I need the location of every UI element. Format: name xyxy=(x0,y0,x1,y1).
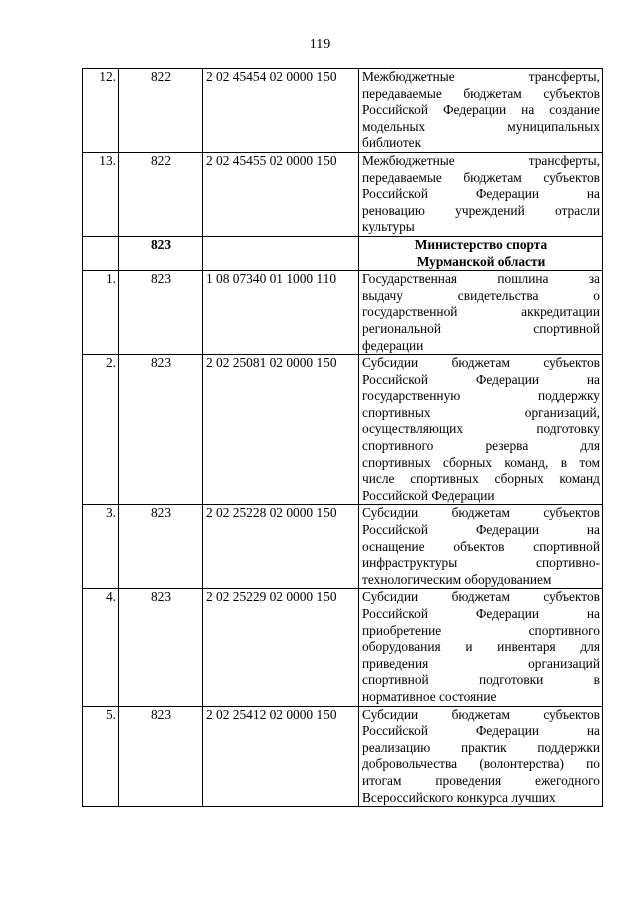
row-number-cell xyxy=(83,236,119,270)
admin-code-cell: 823 xyxy=(119,706,203,807)
description-line: выдачу свидетельства о xyxy=(362,287,600,303)
description-line: инфраструктуры спортивно- xyxy=(362,555,600,571)
description-line: государственной аккредитации xyxy=(362,304,600,320)
description-line: Субсидии бюджетам субъектов xyxy=(362,706,600,722)
description-line: Субсидии бюджетам субъектов xyxy=(362,505,600,521)
description-line: государственную поддержку xyxy=(362,388,600,404)
description-line: оснащение объектов спортивной xyxy=(362,538,600,554)
description-cell xyxy=(359,505,603,589)
description-line: Российской Федерации на xyxy=(362,186,600,202)
budget-classification-code-cell: 2 02 45455 02 0000 150 xyxy=(203,152,359,236)
description-line: Государственная пошлина за xyxy=(362,271,600,287)
table-row xyxy=(83,152,603,236)
table-row xyxy=(83,271,603,355)
description-line: приобретение спортивного xyxy=(362,622,600,638)
description-line: библиотек xyxy=(362,135,422,151)
description-line: реновацию учреждений отрасли xyxy=(362,202,600,218)
description-line: передаваемые бюджетам субъектов xyxy=(362,169,600,185)
budget-classification-code-cell: 2 02 25412 02 0000 150 xyxy=(203,706,359,807)
budget-classification-code-cell: 1 08 07340 01 1000 110 xyxy=(203,271,359,355)
description-line: Российской Федерации на xyxy=(362,371,600,387)
budget-classification-code-cell xyxy=(203,236,359,270)
table-row xyxy=(83,355,603,505)
description-line: Мурманской области xyxy=(416,253,546,269)
page-number: 119 xyxy=(309,37,331,52)
description-line: Всероссийского конкурса лучших xyxy=(362,789,556,805)
description-line: Субсидии бюджетам субъектов xyxy=(362,589,600,605)
description-line: спортивного резерва для xyxy=(362,438,600,454)
description-line: Межбюджетные трансферты, xyxy=(362,69,600,84)
description-line: Министерство спорта xyxy=(414,236,548,252)
description-line: передаваемые бюджетам субъектов xyxy=(362,85,600,101)
row-number-cell: 5. xyxy=(83,706,119,807)
description-cell xyxy=(359,236,603,270)
description-line: приведения организаций xyxy=(362,655,600,671)
budget-revenue-table xyxy=(82,68,603,807)
description-line: технологическим оборудованием xyxy=(362,571,552,587)
table-section-header-row xyxy=(83,236,603,270)
description-line: Межбюджетные трансферты, xyxy=(362,152,600,168)
description-line: Российской Федерации на xyxy=(362,723,600,739)
budget-classification-code-cell: 2 02 25081 02 0000 150 xyxy=(203,355,359,505)
row-number-cell: 4. xyxy=(83,589,119,706)
description-line: нормативное состояние xyxy=(362,688,497,704)
description-line: культуры xyxy=(362,219,415,235)
description-line: числе спортивных сборных команд xyxy=(362,471,600,487)
description-line: осуществляющих подготовку xyxy=(362,421,600,437)
admin-code-cell: 823 xyxy=(119,271,203,355)
budget-classification-code-cell: 2 02 25228 02 0000 150 xyxy=(203,505,359,589)
description-cell xyxy=(359,706,603,807)
budget-classification-code-cell: 2 02 25229 02 0000 150 xyxy=(203,589,359,706)
table-row xyxy=(83,589,603,706)
admin-code-cell: 823 xyxy=(119,589,203,706)
description-line: Российской Федерации на xyxy=(362,606,600,621)
row-number-cell: 12. xyxy=(83,69,119,153)
table-row xyxy=(83,505,603,589)
description-line: Российской Федерации на xyxy=(362,522,600,538)
row-number-cell: 1. xyxy=(83,271,119,355)
row-number-cell: 2. xyxy=(83,355,119,505)
description-cell xyxy=(359,271,603,355)
admin-code-cell: 822 xyxy=(119,152,203,236)
description-line: реализацию практик поддержки xyxy=(362,739,600,755)
description-line: Российской Федерации на создание xyxy=(362,102,600,118)
description-line: модельных муниципальных xyxy=(362,118,600,134)
description-line: итогам проведения ежегодного xyxy=(362,772,600,788)
description-cell xyxy=(359,152,603,236)
description-line: федерации xyxy=(362,337,424,353)
admin-code-cell: 823 xyxy=(119,355,203,505)
budget-classification-code-cell: 2 02 45454 02 0000 150 xyxy=(203,69,359,153)
description-line: спортивных организаций, xyxy=(362,404,600,420)
description-line: спортивной подготовки в xyxy=(362,672,600,688)
table-body xyxy=(83,69,603,807)
table-row xyxy=(83,706,603,807)
description-line: Субсидии бюджетам субъектов xyxy=(362,355,600,371)
description-line: спортивных сборных команд, в том xyxy=(362,454,600,470)
description-line: региональной спортивной xyxy=(362,320,600,336)
admin-code-cell: 823 xyxy=(119,505,203,589)
description-line: добровольчества (волонтерства) по xyxy=(362,756,600,772)
description-line: Российской Федерации xyxy=(362,487,495,503)
description-line: оборудования и инвентаря для xyxy=(362,639,600,655)
admin-code-cell: 822 xyxy=(119,69,203,153)
description-cell xyxy=(359,355,603,505)
row-number-cell: 13. xyxy=(83,152,119,236)
row-number-cell: 3. xyxy=(83,505,119,589)
table-row xyxy=(83,69,603,153)
description-cell xyxy=(359,69,603,153)
admin-code-cell: 823 xyxy=(119,236,203,270)
description-cell xyxy=(359,589,603,706)
